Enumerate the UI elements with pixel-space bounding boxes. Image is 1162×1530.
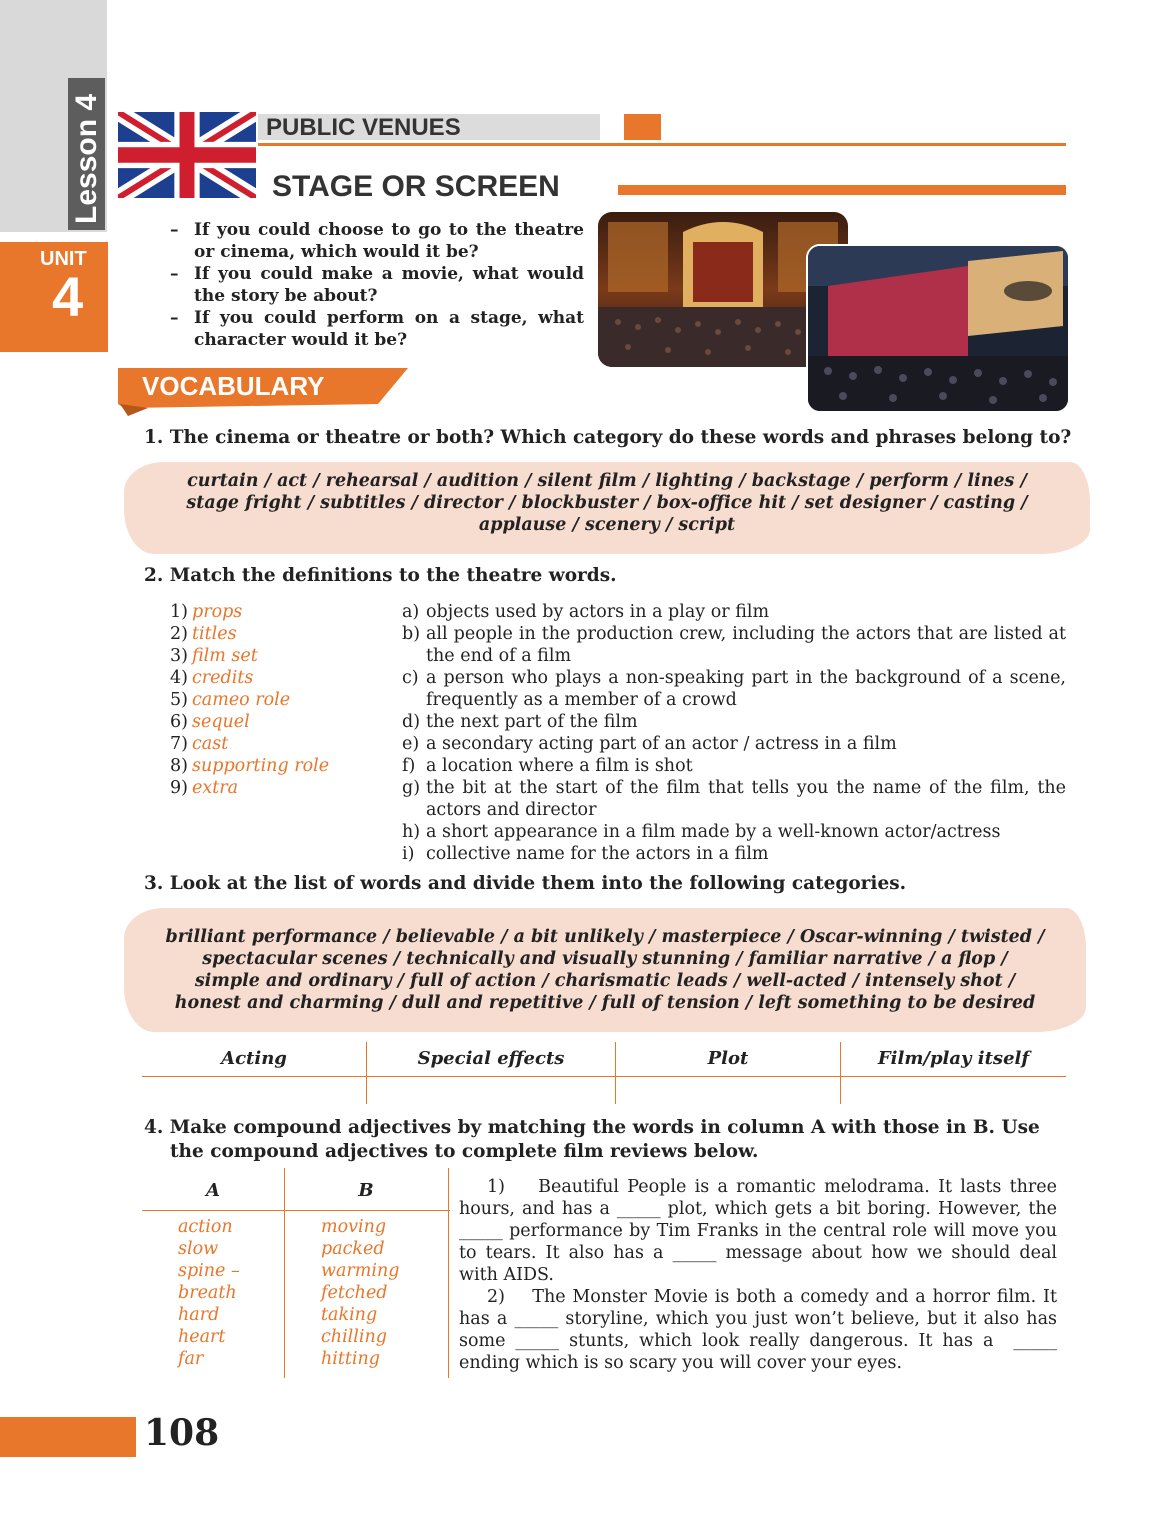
word-line: stage fright / subtitles / director / blockbuster / box-office hit / set designer / casting / bbox=[186, 493, 1028, 513]
task-3-word-box bbox=[134, 926, 1076, 1014]
column-header: Special effects bbox=[367, 1042, 616, 1076]
word-line: curtain / act / rehearsal / audition / silent film / lighting / backstage / perform / lines / bbox=[187, 471, 1027, 491]
unit-tab bbox=[0, 242, 108, 352]
list-item: slow bbox=[178, 1239, 219, 1259]
section-title: PUBLIC VENUES bbox=[266, 114, 461, 141]
orange-marker bbox=[624, 114, 661, 140]
column-a-header: A bbox=[206, 1180, 220, 1201]
header-rule bbox=[258, 143, 1066, 146]
review-2: 2) The Monster Movie is both a comedy and a horror film. It has a _____ storyline, which you just won’t believe, but it also has some _____ stunts, which look really dangerous. It has a _____ ending which is so scary you will cover your eyes. bbox=[459, 1287, 1057, 1373]
page-title: STAGE OR SCREEN bbox=[272, 170, 560, 203]
list-item: taking bbox=[321, 1305, 378, 1325]
lesson-label: Lesson 4 bbox=[70, 93, 103, 224]
list-item: d) the next part of the film bbox=[402, 712, 638, 732]
list-item: 1) props bbox=[170, 602, 243, 622]
task-1-word-box bbox=[134, 470, 1080, 536]
list-item: packed bbox=[321, 1239, 385, 1259]
list-item: g) the bit at the start of the film that tells you the name of the film, the actors and director bbox=[402, 778, 1066, 820]
list-item: breath bbox=[178, 1283, 237, 1303]
intro-questions bbox=[170, 219, 584, 351]
column-b-list bbox=[321, 1216, 399, 1370]
list-item: i) collective name for the actors in a film bbox=[402, 844, 769, 864]
definition-list bbox=[402, 601, 1066, 865]
list-item: h) a short appearance in a film made by a well-known actor/actress bbox=[402, 822, 1001, 842]
film-reviews bbox=[459, 1176, 1057, 1374]
word-list bbox=[170, 601, 390, 799]
list-item: far bbox=[178, 1349, 204, 1369]
list-item: 2) titles bbox=[170, 624, 237, 644]
task-4-title: 4. Make compound adjectives by matching the words in column A with those in B. Use the compound adjectives to complete film reviews below. bbox=[144, 1117, 1040, 1162]
table-cell[interactable] bbox=[142, 1076, 367, 1104]
list-item: hitting bbox=[321, 1349, 381, 1369]
table-cell[interactable] bbox=[616, 1076, 841, 1104]
task-2-title: 2. Match the definitions to the theatre words. bbox=[144, 565, 617, 586]
review-1: 1) Beautiful People is a romantic melodrama. It lasts three hours, and has a _____ plot, which gets a bit boring. However, the _____ performance by Tim Franks in the central role will move you to tears. It also has a _____ message about how we should deal with AIDS. bbox=[459, 1177, 1057, 1285]
page-number-bar bbox=[0, 1417, 136, 1457]
column-divider bbox=[448, 1168, 449, 1378]
unit-word: UNIT bbox=[40, 248, 87, 270]
list-item: a) objects used by actors in a play or film bbox=[402, 602, 770, 622]
column-b-header: B bbox=[358, 1180, 374, 1201]
page-number: 108 bbox=[144, 1412, 220, 1454]
column-header: Acting bbox=[221, 1048, 287, 1070]
word-line: brilliant performance / believable / a bit unlikely / masterpiece / Oscar-winning / twisted / bbox=[165, 927, 1045, 947]
list-item: fetched bbox=[321, 1283, 388, 1303]
column-a-list bbox=[178, 1216, 240, 1370]
list-item: action bbox=[178, 1217, 233, 1237]
list-item: 9) extra bbox=[170, 778, 239, 798]
list-item: 4) credits bbox=[170, 668, 254, 688]
list-item: e) a secondary acting part of an actor / actress in a film bbox=[402, 734, 897, 754]
column-header: Plot bbox=[616, 1042, 841, 1076]
table-cell[interactable] bbox=[367, 1076, 616, 1104]
question-item: – If you could choose to go to the theatre or cinema, which would it be? bbox=[170, 220, 584, 262]
list-item: spine – bbox=[178, 1261, 240, 1281]
list-item: 6) sequel bbox=[170, 712, 250, 732]
list-item: chilling bbox=[321, 1327, 387, 1347]
word-line: simple and ordinary / full of action / charismatic leads / well-acted / intensely shot / bbox=[194, 971, 1016, 991]
table-header-row bbox=[142, 1042, 1066, 1076]
question-item: – If you could perform on a stage, what character would it be? bbox=[170, 308, 584, 350]
category-table bbox=[142, 1042, 1066, 1104]
task-1-title: 1. The cinema or theatre or both? Which category do these words and phrases belong to? bbox=[144, 427, 1072, 448]
vocabulary-label: VOCABULARY bbox=[142, 371, 325, 401]
list-item: moving bbox=[321, 1217, 387, 1237]
cinema-photo bbox=[806, 244, 1070, 413]
list-item: warming bbox=[321, 1261, 400, 1281]
header-rule bbox=[142, 1210, 450, 1211]
ab-table bbox=[142, 1168, 450, 1378]
task-3-title: 3. Look at the list of words and divide them into the following categories. bbox=[144, 873, 907, 894]
list-item: hard bbox=[178, 1305, 220, 1325]
uk-flag-icon bbox=[118, 112, 256, 198]
column-header: Film/play itself bbox=[841, 1042, 1067, 1076]
list-item: heart bbox=[178, 1327, 226, 1347]
list-item: b) all people in the production crew, including the actors that are listed at the end of a film bbox=[402, 624, 1066, 666]
word-line: applause / scenery / script bbox=[478, 515, 736, 535]
unit-number: 4 bbox=[52, 265, 84, 328]
list-item: c) a person who plays a non-speaking part in the background of a scene, frequently as a member of a crowd bbox=[402, 668, 1066, 710]
list-item: 5) cameo role bbox=[170, 690, 291, 710]
table-row bbox=[142, 1076, 1066, 1104]
word-line: spectacular scenes / technically and visually stunning / familiar narrative / a flop / bbox=[202, 949, 1008, 969]
table-cell[interactable] bbox=[841, 1076, 1067, 1104]
list-item: 8) supporting role bbox=[170, 756, 330, 776]
title-rule bbox=[618, 185, 1066, 195]
list-item: 7) cast bbox=[170, 734, 229, 754]
list-item: f) a location where a film is shot bbox=[402, 756, 693, 776]
lesson-label-box bbox=[68, 78, 105, 230]
word-line: honest and charming / dull and repetitive / full of tension / left something to be desired bbox=[174, 993, 1036, 1013]
list-item: 3) film set bbox=[170, 646, 258, 666]
question-item: – If you could make a movie, what would the story be about? bbox=[170, 264, 584, 306]
